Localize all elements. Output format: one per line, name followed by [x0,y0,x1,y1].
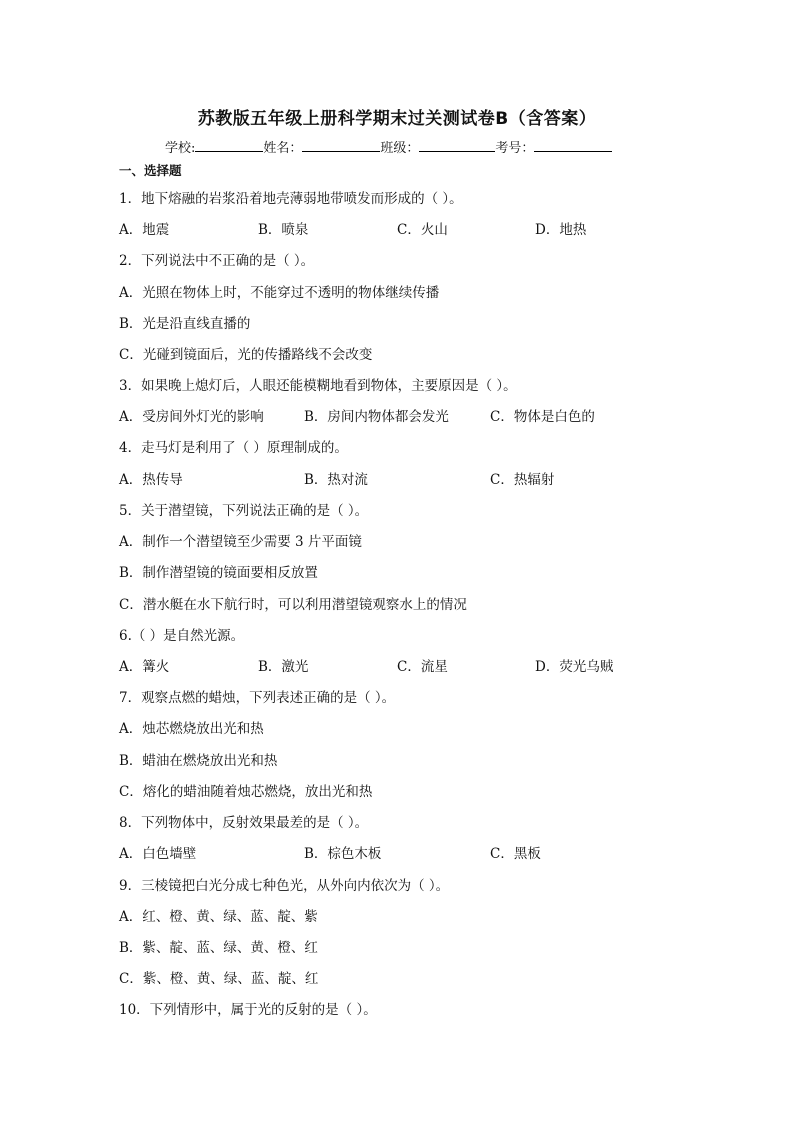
q1-option-b: B．喷泉 [258,222,309,238]
question-3: 3．如果晚上熄灯后，人眼还能模糊地看到物体，主要原因是（ ）。 [119,378,517,394]
q6-option-d: D．荧光乌贼 [535,659,614,675]
question-9: 9．三棱镜把白光分成七种色光，从外向内依次为（ ）。 [119,878,450,894]
q9-option-a: A．红、橙、黄、绿、蓝、靛、紫 [119,909,318,925]
school-label: 学校: [165,141,196,156]
question-4: 4．走马灯是利用了（ ）原理制成的。 [119,440,348,456]
q1-option-d: D．地热 [535,222,587,238]
question-8: 8．下列物体中，反射效果最差的是（ ）。 [119,815,369,831]
q4-option-a: A．热传导 [119,472,183,488]
exam-no-label: 考号： [495,141,535,156]
q2-option-c: C．光碰到镜面后，光的传播路线不会改变 [119,347,373,363]
question-2: 2．下列说法中不正确的是（ ）。 [119,253,315,269]
question-7: 7．观察点燃的蜡烛，下列表述正确的是（ ）。 [119,690,396,706]
section-title: 一、选择题 [119,163,182,178]
q7-option-b: B．蜡油在燃烧放出光和热 [119,753,278,769]
page-title: 苏教版五年级上册科学期末过关测试卷B（含答案） [197,109,597,129]
school-blank [195,137,263,152]
question-10: 10．下列情形中，属于光的反射的是（ ）。 [119,1002,377,1018]
q4-option-c: C．热辐射 [490,472,555,488]
student-info-row [165,137,612,156]
q8-option-b: B．棕色木板 [304,846,382,862]
q6-option-a: A．篝火 [119,659,170,675]
name-blank [302,137,380,152]
q7-option-c: C．熔化的蜡油随着烛芯燃烧，放出光和热 [119,784,373,800]
q5-option-b: B．制作潜望镜的镜面要相反放置 [119,565,318,581]
question-5: 5．关于潜望镜，下列说法正确的是（ ）。 [119,503,369,519]
q5-option-a: A．制作一个潜望镜至少需要 3 片平面镜 [119,534,362,550]
q1-option-c: C．火山 [397,222,448,238]
q3-option-a: A．受房间外灯光的影响 [119,409,264,425]
class-label: 班级： [380,141,420,156]
class-blank [419,137,495,152]
q4-option-b: B．热对流 [304,472,368,488]
question-6: 6.（ ）是自然光源。 [119,628,245,644]
q2-option-a: A．光照在物体上时，不能穿过不透明的物体继续传播 [119,285,440,301]
q7-option-a: A．烛芯燃烧放出光和热 [119,721,264,737]
q8-option-c: C．黑板 [490,846,541,862]
q3-option-b: B．房间内物体都会发光 [304,409,449,425]
q8-option-a: A．白色墙壁 [119,846,197,862]
question-1: 1．地下熔融的岩浆沿着地壳薄弱地带喷发而形成的（ ）。 [119,191,463,207]
q6-option-c: C．流星 [397,659,448,675]
q5-option-c: C．潜水艇在水下航行时，可以利用潜望镜观察水上的情况 [119,597,467,613]
q2-option-b: B．光是沿直线直播的 [119,316,251,332]
q9-option-c: C．紫、橙、黄、绿、蓝、靛、红 [119,971,319,987]
q6-option-b: B．激光 [258,659,309,675]
exam-no-blank [534,137,612,152]
name-label: 姓名： [263,141,303,156]
q3-option-c: C．物体是白色的 [490,409,595,425]
q1-option-a: A．地震 [119,222,170,238]
q9-option-b: B．紫、靛、蓝、绿、黄、橙、红 [119,940,318,956]
